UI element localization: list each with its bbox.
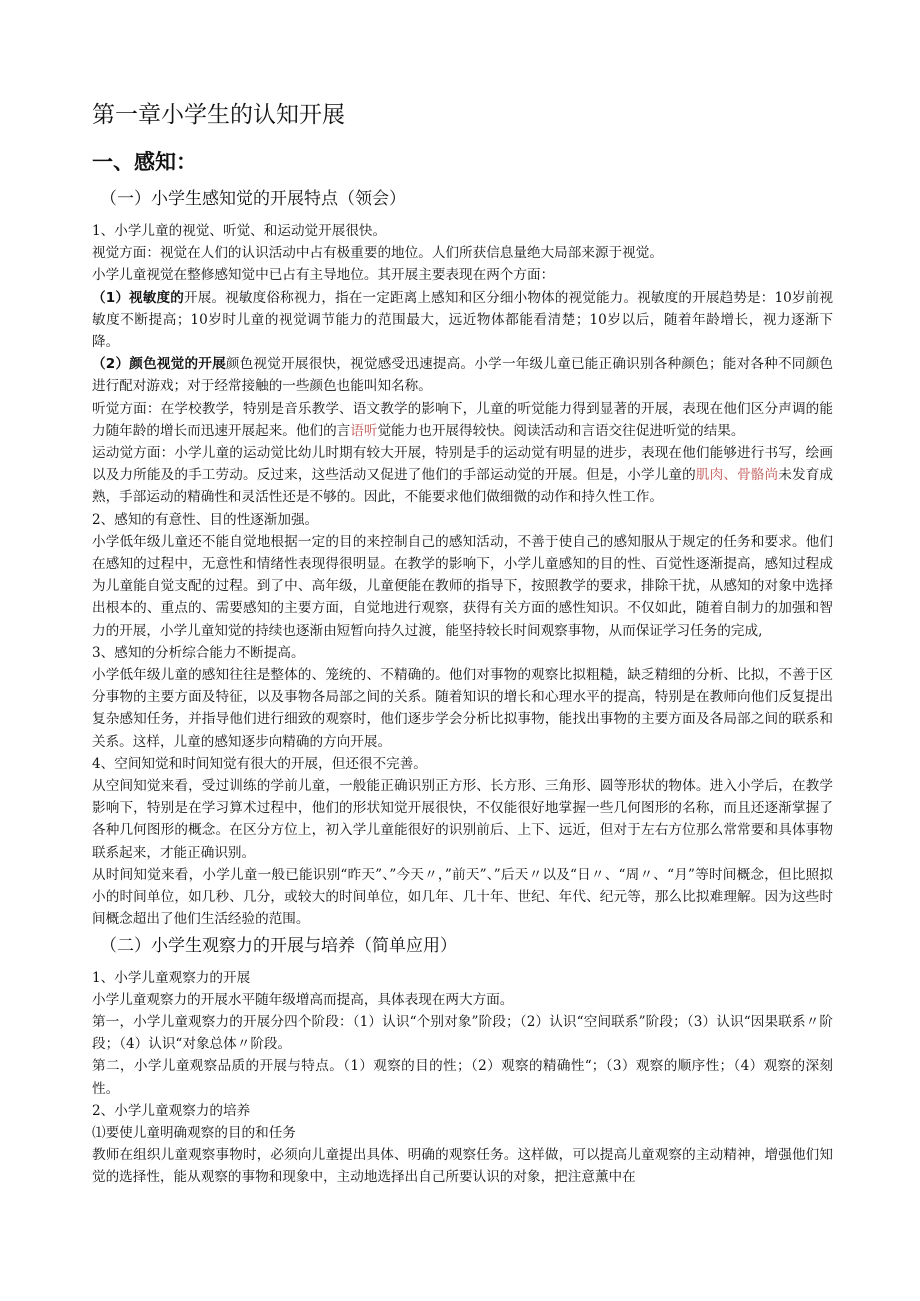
paragraph: 第二，小学儿童观察品质的开展与特点。（1）观察的目的性；（2）观察的精确性“；（3）观察的顺序性；（4）观察的深刻性。 <box>92 1058 833 1097</box>
paragraph-text: 觉能力也开展得较快。阅读活动和言语交往促进听觉的结果。 <box>377 422 745 439</box>
paragraph-text: 运动觉方面：小学儿童的运动觉比幼儿时期有较大开展，特别是手的运动觉有明显的进步，表现在他们能够进行书写，绘画以及力所能及的手工劳动。反过来，这些活动又促进了他们的手部运动觉的开展。但是，小学儿童的 <box>92 445 833 484</box>
paragraph: 教师在组织儿童观察事物时，必须向儿童提出具体、明确的观察任务。这样做，可以提高儿童观察的主动精神，增强他们知觉的选择性，能从观察的事物和现象中，主动地选择出自己所要认识的对象，把注意薰中在 <box>92 1147 833 1186</box>
paragraph: ⑴要使儿童明确观察的目的和任务 <box>92 1124 296 1141</box>
chapter-title: 第一章小学生的认知开展 <box>92 102 345 128</box>
paragraph-motor-sense <box>92 442 833 509</box>
paragraph-text: 未发育成熟，手部运动的精确性和灵活性还是不够的。因此，不能要求他们做细微的动作和持久性工作。 <box>92 467 834 506</box>
paragraph: 小学低年级儿童还不能自觉地根据一定的目的来控制自己的感知活动，不善于使自己的感知服从于规定的任务和要求。他们在感知的过程中，无意性和情绪性表现得很明显。在教学的影响下，小学儿童感知的目的性、百觉性逐渐提高，感知过程成为儿童能自觉支配的过程。到了中、高年级，儿童便能在教师的指导下，按照教学的要求，排除干扰，从感知的对象中选择出根本的、重点的、需要感知的主要方面，自觉地进行观察，获得有关方面的感性知识。不仅如此，随着自制力的加强和智力的开展，小学儿童知觉的持续也逐渐由短暂向持久过渡，能坚持较长时间观察事物，从而保证学习任务的完成, <box>92 533 833 639</box>
paragraph: 第一，小学儿童观察力的开展分四个阶段：（1）认识“个别对象”阶段；（2）认识“空间联系”阶段；（3）认识“因果联系〃阶段；（4）认识“对象总体〃阶段。 <box>92 1013 833 1053</box>
paragraph: 3、感知的分析综合能力不断提高。 <box>92 644 305 661</box>
highlighted-text: 语听 <box>350 422 378 439</box>
paragraph: 视觉方面：视觉在人们的认识活动中占有极重要的地位。人们所获信息量绝大局部来源于视觉。 <box>92 245 663 262</box>
paragraph-text: 听觉方面：在学校教学，特别是音乐教学、语文教学的影响下，儿童的听觉能力得到显著的开展，表现在他们区分声调的能力随年龄的增长而迅速开展起来。他们的言 <box>92 400 833 439</box>
paragraph: 1、小学儿童的视觉、听觉、和运动觉开展很快。 <box>92 223 387 239</box>
paragraph: 小学儿童观察力的开展水平随年级增高而提高，具体表现在两大方面。 <box>92 991 514 1008</box>
inline-subheading: （2）颜色视觉的开展 <box>92 356 226 373</box>
highlighted-text: 肌肉、骨骼尚 <box>695 467 779 484</box>
subsection-heading-1: （一）小学生感知觉的开展特点（领会） <box>100 189 406 209</box>
paragraph: 1、小学儿童观察力的开展 <box>92 969 251 986</box>
paragraph-hearing <box>92 398 833 442</box>
paragraph: 从空间知觉来看，受过训练的学前儿童，一般能正确识别正方形、长方形、三角形、圆等形状的物体。进入小学后，在教学影响下，特别是在学习算术过程中，他们的形状知觉开展很快，不仅能很好地掌握一些几何图形的名称，而且还逐渐掌握了各种几何图形的概念。在区分方位上，初入学儿童能很好的识别前后、上下、远近，但对于左右方位那么常常要和具体事物联系起来，才能正确识别。 <box>92 778 833 861</box>
paragraph: 小学儿童视觉在整修感知觉中已占有主导地位。其开展主要表现在两个方面： <box>92 267 555 284</box>
paragraph-text: 颜色视觉开展很快，视觉感受迅速提高。小学一年级儿童已能正确识别各种颜色；能对各种不同颜色进行配对游戏；对于经常接触的一些颜色也能叫知名称。 <box>92 356 833 395</box>
paragraph: 2、小学儿童观察力的培养 <box>92 1102 251 1119</box>
paragraph-color-vision <box>92 353 833 397</box>
paragraph: 4、空间知觉和时间知觉有很大的开展，但还很不完善。 <box>92 755 427 772</box>
paragraph-visual-acuity <box>92 287 833 354</box>
subsection-heading-2: （二）小学生观察力的开展与培养（简单应用） <box>100 935 457 956</box>
paragraph: 从时间知觉来看，小学儿童一般已能识别“昨天”、”今天〃，”前天”、”后天〃以及“日〃、“周〃、“月”等时间概念，但比照拟小的时间单位，如几秒、几分，或较大的时间单位，如几年、几十年、世纪、年代、纪元等，那么比拟难理解。因为这些时间概念超出了他们生活经验的范围。 <box>92 866 833 928</box>
paragraph: 2、感知的有意性、目的性逐渐加强。 <box>92 511 319 528</box>
inline-subheading: （1）视敏度的 <box>92 289 184 306</box>
section-heading-perception: 一、感知： <box>92 150 197 174</box>
paragraph: 小学低年级儿童的感知往往是整体的、笼统的、不精确的。他们对事物的观察比拟粗糙，缺乏精细的分析、比拟，不善于区分事物的主要方面及特征，以及事物各局部之间的关系。随着知识的增长和心理水平的提高，特别是在教师向他们反复提出复杂感知任务，并指导他们进行细致的观察时，他们逐步学会分析比拟事物，能找出事物的主要方面及各局部之间的联系和关系。这样，儿童的感知逐步向精确的方向开展。 <box>92 667 833 750</box>
paragraph-text: 开展。视敏度俗称视力，指在一定距离上感知和区分细小物体的视觉能力。视敏度的开展趋势是：10岁前视敏度不断提高；10岁时儿童的视觉调节能力的范围最大，远近物体都能看清楚；10岁以后，随着年龄增长，视力逐渐下降。 <box>92 289 833 351</box>
